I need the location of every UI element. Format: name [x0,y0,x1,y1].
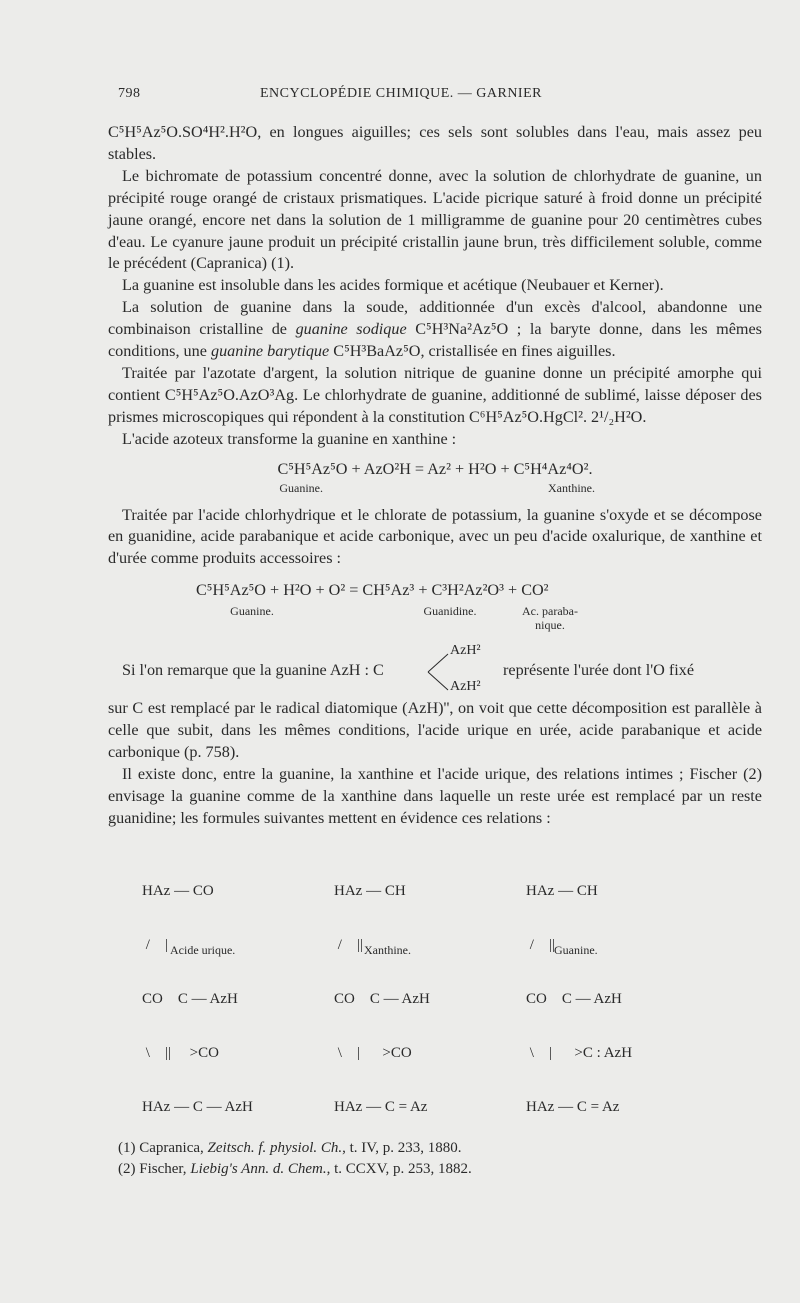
equation-1-labels [108,481,762,495]
urea-formula-line [108,642,762,698]
formula-line: HAz — CO [142,882,214,899]
formula-line: \ || >CO [142,1044,219,1061]
p4-text-b: C⁵H³Na²Az⁵O ; la baryte donne, dans les mêmes conditions, une [108,320,762,361]
p4-text-a: La solution de guanine dans la soude, additionnée d'un excès d'alcool, abandonne une combinaison cristalline de [108,298,762,339]
footnote-2-journal: Liebig's Ann. d. Chem. [190,1161,327,1177]
paragraph-9: sur C est remplacé par le radical diatomique (AzH)'', on voit que cette décomposition est parallèle à celle que subit, dans les mêmes conditions, l'acide urique en urée, acide parabanique et acide carbonique (p. 758). [108,699,762,761]
formula-line: / | [142,936,168,953]
equation-2: C⁵H⁵Az⁵O + H²O + O² = CH⁵Az³ + C³H²Az²O³ + CO² [196,581,549,600]
footnote-1-b: , t. IV, p. 233, 1880. [342,1140,462,1156]
formula-line: / || [526,936,555,953]
p8-text-a: Si l'on remarque que la guanine AzH : C [122,661,384,680]
caption-acide-urique: Acide urique. [170,942,236,957]
formula-line: \ | >CO [334,1044,412,1061]
caption-guanine: Guanine. [554,942,598,957]
eq1-label-guanine: Guanine. [279,480,323,495]
structural-formulas [108,846,762,1115]
footnote-1-a: (1) Capranica, [118,1140,208,1156]
eq2-label-c1: Ac. paraba- [522,604,578,619]
formula-line: CO C — AzH [526,990,622,1007]
footnote-2-a: (2) Fischer, [118,1161,191,1177]
footnote-1-journal: Zeitsch. f. physiol. Ch. [207,1140,343,1156]
p8-text-b: représente l'urée dont l'O fixé [503,661,695,680]
formula-line: HAz — C = Az [526,1098,620,1115]
eq2-label-parabanique [510,604,590,632]
paragraph-1: C⁵H⁵Az⁵O.SO⁴H².H²O, en longues aiguilles; ces sels sont solubles dans l'eau, mais assez peu stables. [108,123,762,163]
running-title: ENCYCLOPÉDIE CHIMIQUE. — GARNIER [260,86,542,101]
formula-line: HAz — C — AzH [142,1098,253,1115]
eq1-label-xanthine: Xanthine. [548,480,595,495]
paragraph-10: Il existe donc, entre la guanine, la xanthine et l'acide urique, des relations intimes ; Fischer (2) envisage la guanine comme de la xanthine dans laquelle un reste urée est remplacé par un reste guanidine; les formules suivantes mettent en évidence ces relations : [108,764,762,827]
page-number: 798 [118,86,141,101]
formula-line: / || [334,936,363,953]
formula-line: CO C — AzH [142,990,238,1007]
paragraph-4 [108,297,762,363]
formula-line: \ | >C : AzH [526,1044,633,1061]
formula-line: HAz — CH [526,882,598,899]
footnote-2-b: , t. CCXV, p. 253, 1882. [326,1161,472,1177]
formula-line: HAz — C = Az [334,1098,428,1115]
p4-italic-barytique: guanine barytique [210,342,330,361]
paragraph-7: Traitée par l'acide chlorhydrique et le chlorate de potassium, la guanine s'oxyde et se décompose en guanidine, acide parabanique et acide carbonique, avec un peu d'acide oxalurique, de xanthine et d'urée comme produits accessoires : [108,505,762,568]
urea-branch-bottom: AzH² [450,679,481,695]
body-text [108,122,762,1115]
equation-2-labels [108,604,762,632]
p4-text-c: C⁵H³BaAz⁵O, cristallisée en fines aiguilles. [329,342,616,361]
paragraph-5: Traitée par l'azotate d'argent, la solution nitrique de guanine donne un précipité amorphe qui contient C⁵H⁵Az⁵O.AzO³Ag. Le chlorhydrate de guanine, additionné de sublimé, laisse déposer des prismes microscopiques qui répondent à la constitution C⁶H⁵Az⁵O.HgCl². 2¹/₂H²O. [108,363,762,426]
footnote-1 [118,1138,758,1159]
urea-branch-top: AzH² [450,643,481,659]
equation-1: C⁵H⁵Az⁵O + AzO²H = Az² + H²O + C⁵H⁴Az⁴O². [277,459,593,478]
footnote-2 [118,1159,758,1180]
formula-line: HAz — CH [334,882,406,899]
p4-italic-sodique: guanine sodique [295,320,407,339]
formula-xanthine [334,846,430,1152]
caption-xanthine: Xanthine. [364,942,411,957]
paragraph-2: Le bichromate de potassium concentré donne, avec la solution de chlorhydrate de guanine, un précipité rouge orangé de cristaux prismatiques. L'acide picrique saturé à froid donne un précipité jaune orangé, encore net dans la solution de 1 milligramme de guanine pour 20 centimètres cubes d'eau. Le cyanure jaune produit un précipité cristallin jaune brun, très difficilement soluble, comme le précédent (Capranica) (1). [108,166,762,273]
eq2-label-guanidine: Guanidine. [423,604,477,619]
formula-acide-urique [142,846,253,1152]
eq2-label-c2: nique. [535,618,565,633]
paragraph-3: La guanine est insoluble dans les acides formique et acétique (Neubauer et Kerner). [122,276,664,295]
formula-guanine [526,846,632,1152]
formula-line: CO C — AzH [334,990,430,1007]
footnotes [118,1138,758,1180]
branch-lines [426,648,450,698]
paragraph-6: L'acide azoteux transforme la guanine en xanthine : [122,429,457,448]
eq2-label-guanine: Guanine. [230,604,274,619]
